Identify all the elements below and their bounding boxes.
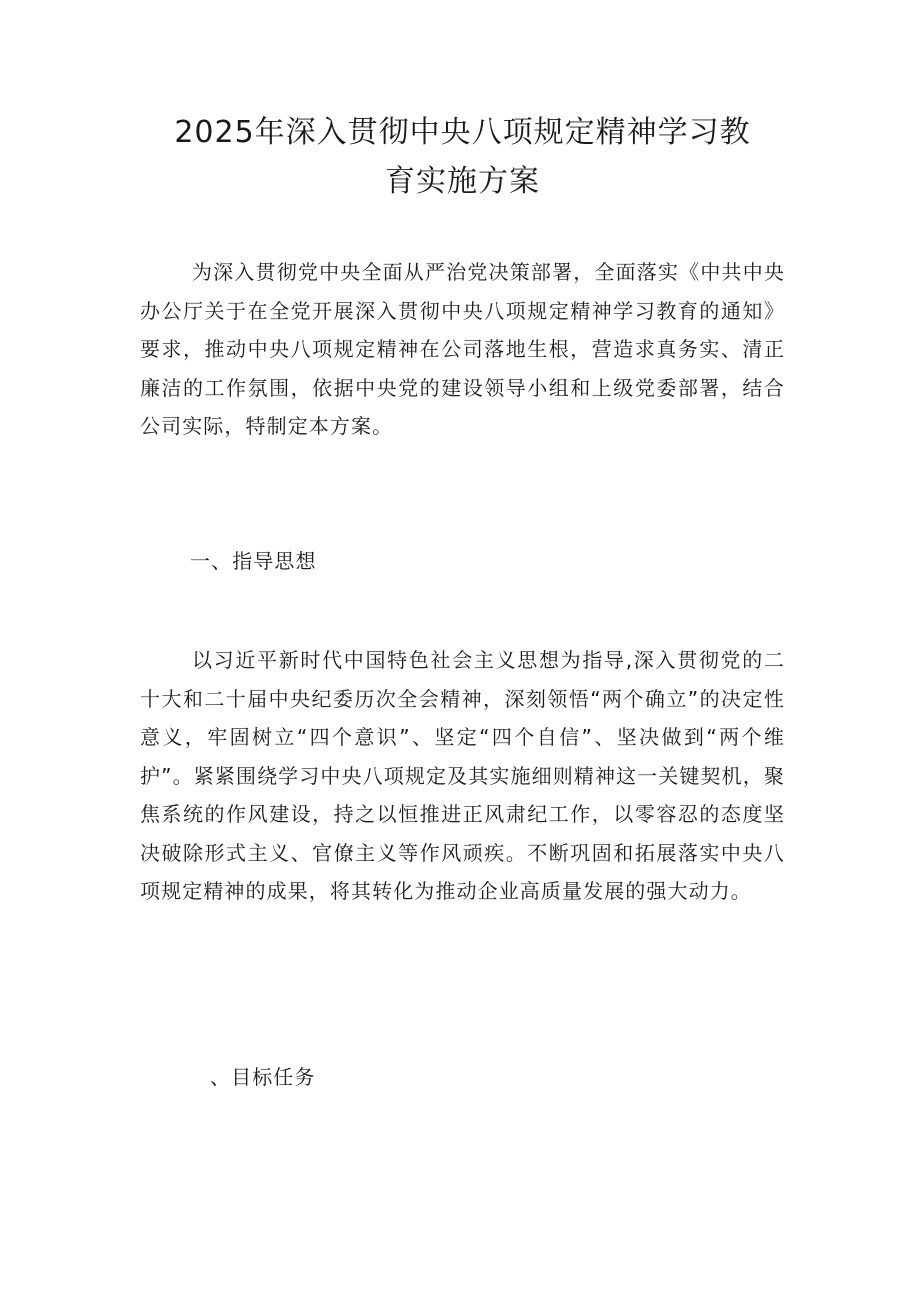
section-heading-goals-tasks: 、目标任务 bbox=[210, 1065, 316, 1089]
document-title bbox=[140, 108, 785, 206]
guiding-ideology-paragraph: 以习近平新时代中国特色社会主义思想为指导,深入贯彻党的二十大和二十届中央纪委历次全会精神，深刻领悟“两个确立”的决定性意义，牢固树立“四个意识”、坚定“四个自信”、坚决做到“两个维护”。紧紧围绕学习中央八项规定及其实施细则精神这一关键契机，聚焦系统的作风建设，持之以恒推进正风肃纪工作，以零容忍的态度坚决破除形式主义、官僚主义等作风顽疾。不断巩固和拓展落实中央八项规定精神的成果，将其转化为推动企业高质量发展的强大动力。 bbox=[140, 648, 785, 903]
title-line-2: 育实施方案 bbox=[385, 164, 540, 199]
section-heading-guiding-ideology: 一、指导思想 bbox=[190, 549, 317, 573]
intro-paragraph: 为深入贯彻党中央全面从严治党决策部署，全面落实《中共中央办公厅关于在全党开展深入贯彻中央八项规定精神学习教育的通知》要求，推动中央八项规定精神在公司落地生根，营造求真务实、清正廉洁的工作氛围，依据中央党的建设领导小组和上级党委部署，结合公司实际，特制定本方案。 bbox=[140, 260, 785, 438]
title-line-1: 2025年深入贯彻中央八项规定精神学习教 bbox=[174, 115, 751, 150]
